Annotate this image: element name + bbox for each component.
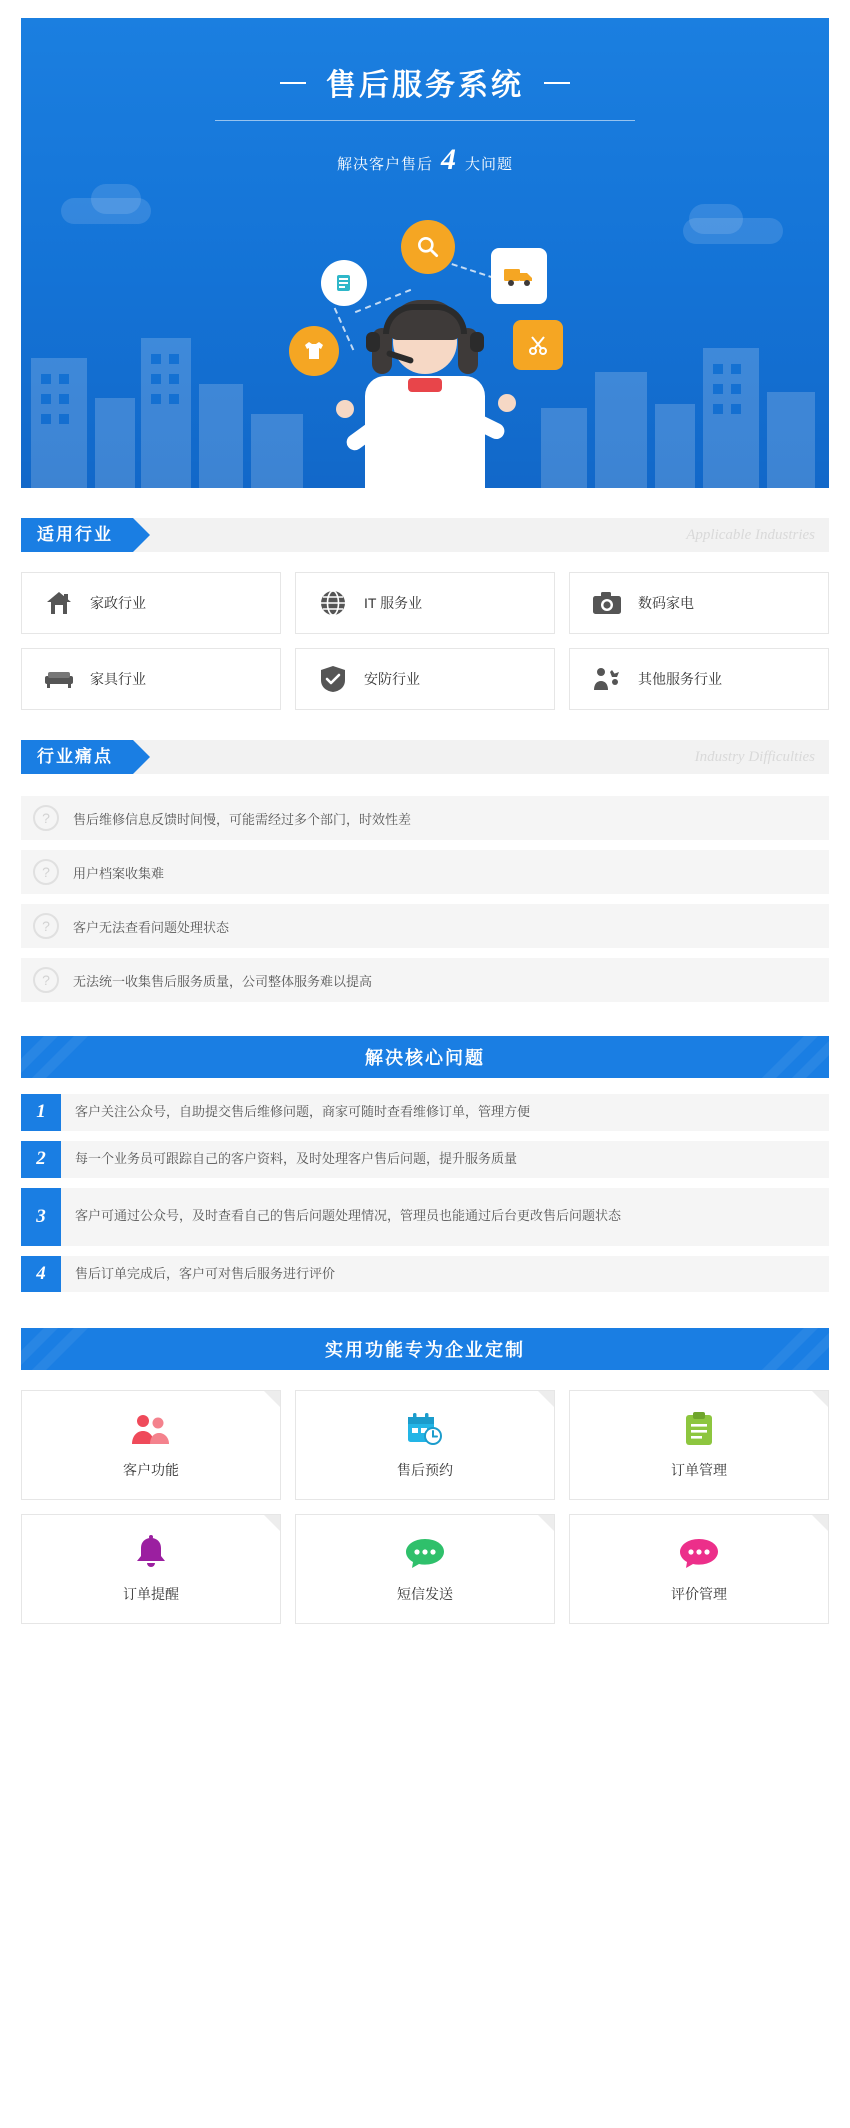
calendar-clock-icon: [406, 1410, 444, 1448]
feature-label: 客户功能: [123, 1462, 179, 1479]
core-solution-number: 2: [21, 1141, 61, 1178]
section-banner-features: [21, 1328, 829, 1370]
hero-illustration: [21, 208, 829, 488]
core-solution-number: 4: [21, 1256, 61, 1293]
page-title: 售后服务系统: [326, 60, 524, 104]
people-service-icon: [592, 664, 622, 694]
section-banner-core: [21, 1036, 829, 1078]
users-icon: [131, 1410, 171, 1448]
section-tag-pain: 行业痛点: [21, 740, 133, 774]
section-en-industries: Applicable Industries: [686, 526, 815, 543]
feature-label: 短信发送: [397, 1586, 453, 1603]
clipboard-list-icon: [683, 1410, 715, 1448]
pain-point-text: 用户档案收集难: [73, 865, 165, 881]
question-icon: ?: [33, 967, 59, 993]
corner-fold-icon: [264, 1391, 280, 1407]
globe-icon: [318, 588, 348, 618]
industry-card[interactable]: [569, 572, 829, 634]
search-icon: [401, 220, 455, 274]
core-solution-item: [21, 1188, 829, 1246]
pain-point-text: 售后维修信息反馈时间慢，可能需经过多个部门，时效性差: [73, 811, 412, 827]
hero-subtitle: [21, 143, 829, 177]
features-grid: [21, 1390, 829, 1624]
feature-card[interactable]: [21, 1390, 281, 1500]
core-solution-list: [21, 1094, 829, 1292]
pain-point-list: [21, 796, 829, 1002]
house-icon: [44, 588, 74, 618]
feature-card[interactable]: [569, 1514, 829, 1624]
camera-icon: [592, 588, 622, 618]
core-solution-text: 客户关注公众号，自助提交售后维修问题，商家可随时查看维修订单，管理方便: [61, 1094, 829, 1131]
title-divider: [215, 120, 635, 121]
core-solution-item: [21, 1094, 829, 1131]
corner-fold-icon: [812, 1391, 828, 1407]
industry-label: IT 服务业: [364, 595, 423, 611]
feature-card[interactable]: [569, 1390, 829, 1500]
feature-label: 售后预约: [397, 1462, 453, 1479]
industry-card[interactable]: [295, 648, 555, 710]
feature-card[interactable]: [21, 1514, 281, 1624]
feature-label: 订单提醒: [123, 1586, 179, 1603]
section-banner-features-text: 实用功能专为企业定制: [325, 1340, 525, 1361]
industry-label: 安防行业: [364, 671, 420, 687]
core-solution-item: [21, 1141, 829, 1178]
hero-subtitle-number: 4: [441, 143, 457, 176]
pain-point-item: [21, 958, 829, 1002]
chat-dots-icon: [405, 1534, 445, 1572]
shield-check-icon: [318, 664, 348, 694]
pain-point-text: 客户无法查看问题处理状态: [73, 919, 230, 935]
industries-grid: [21, 572, 829, 710]
support-agent-illustration: [350, 288, 500, 488]
industry-card[interactable]: [295, 572, 555, 634]
corner-fold-icon: [812, 1515, 828, 1531]
tshirt-icon: [289, 326, 339, 376]
industry-card[interactable]: [21, 648, 281, 710]
section-en-pain: Industry Difficulties: [694, 748, 815, 765]
core-solution-item: [21, 1256, 829, 1293]
hero-title-wrap: [21, 18, 829, 177]
page-root: [0, 18, 850, 1650]
feature-label: 订单管理: [671, 1462, 727, 1479]
hero-banner: [21, 18, 829, 488]
scissors-icon: [513, 320, 563, 370]
industry-label: 其他服务行业: [638, 671, 722, 687]
feature-card[interactable]: [295, 1514, 555, 1624]
pain-point-text: 无法统一收集售后服务质量，公司整体服务难以提高: [73, 973, 373, 989]
core-solution-text: 售后订单完成后，客户可对售后服务进行评价: [61, 1256, 829, 1293]
hero-subtitle-suffix: 大问题: [465, 156, 514, 173]
industry-label: 家具行业: [90, 671, 146, 687]
comment-dots-icon: [679, 1534, 719, 1572]
feature-label: 评价管理: [671, 1586, 727, 1603]
pain-point-item: [21, 796, 829, 840]
question-icon: ?: [33, 859, 59, 885]
corner-fold-icon: [538, 1391, 554, 1407]
hero-subtitle-prefix: 解决客户售后: [336, 156, 433, 173]
industry-label: 数码家电: [638, 595, 694, 611]
section-header-industries: [21, 518, 829, 552]
section-banner-core-text: 解决核心问题: [365, 1048, 485, 1068]
question-icon: ?: [33, 913, 59, 939]
core-solution-text: 客户可通过公众号，及时查看自己的售后问题处理情况，管理员也能通过后台更改售后问题状态: [61, 1188, 829, 1246]
pain-point-item: [21, 850, 829, 894]
feature-card[interactable]: [295, 1390, 555, 1500]
question-icon: ?: [33, 805, 59, 831]
core-solution-text: 每一个业务员可跟踪自己的客户资料，及时处理客户售后问题，提升服务质量: [61, 1141, 829, 1178]
core-solution-number: 1: [21, 1094, 61, 1131]
industry-card[interactable]: [569, 648, 829, 710]
industry-card[interactable]: [21, 572, 281, 634]
corner-fold-icon: [264, 1515, 280, 1531]
corner-fold-icon: [538, 1515, 554, 1531]
bell-icon: [134, 1534, 168, 1572]
section-tag-industries: 适用行业: [21, 518, 133, 552]
pain-point-item: [21, 904, 829, 948]
section-header-pain: [21, 740, 829, 774]
core-solution-number: 3: [21, 1188, 61, 1246]
sofa-icon: [44, 664, 74, 694]
bottom-spacer: [0, 1624, 850, 1650]
industry-label: 家政行业: [90, 595, 146, 611]
